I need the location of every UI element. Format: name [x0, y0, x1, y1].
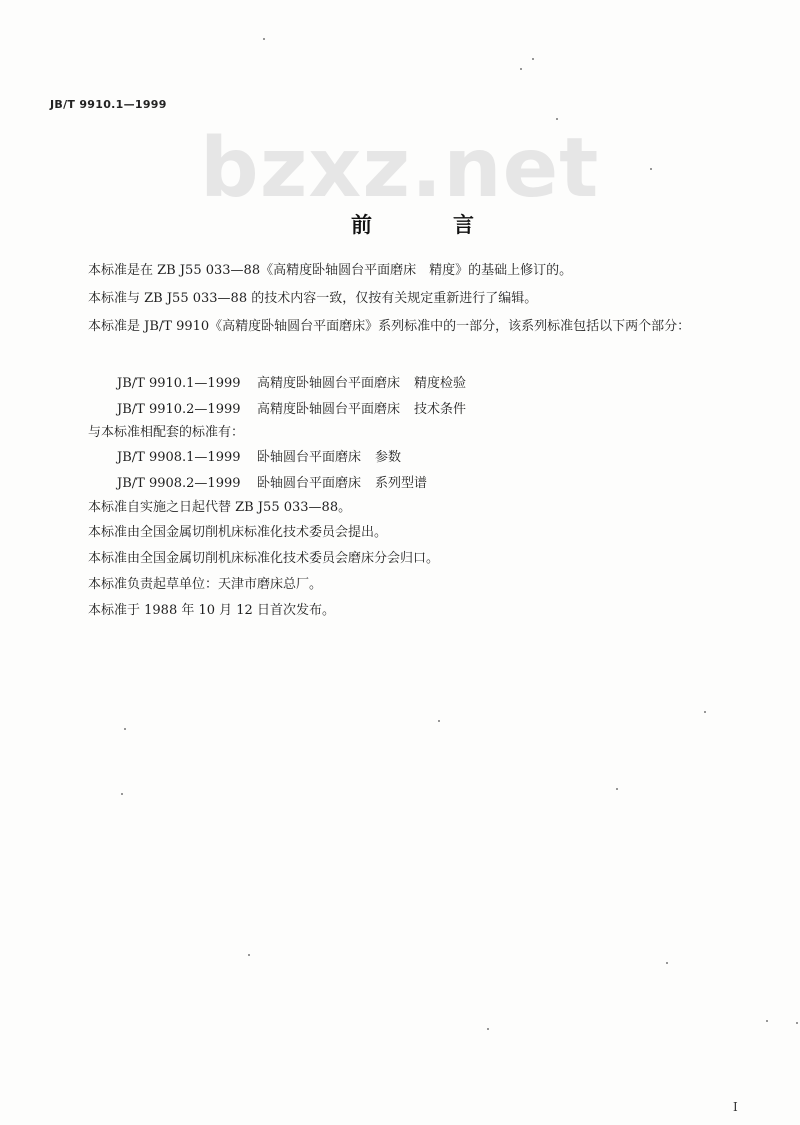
related-standard-code: JB/T 9908.1—1999 — [117, 450, 241, 465]
related-intro: 与本标准相配套的标准有： — [88, 425, 245, 440]
related-standard-subtitle: 系列型谱 — [375, 476, 428, 491]
closing-paragraph-3: 本标准由全国金属切削机床标准化技术委员会磨床分会归口。 — [88, 551, 440, 566]
scan-speck — [704, 711, 706, 713]
closing-paragraph-1: 本标准自实施之日起代替 ZB J55 033—88。 — [88, 500, 352, 515]
page-title: 前 言 — [351, 212, 504, 237]
scan-speck — [263, 38, 265, 40]
series-part-code: JB/T 9910.1—1999 — [117, 376, 241, 391]
standard-code: JB/T 9910.1—1999 — [50, 98, 167, 111]
page-number: I — [733, 1100, 738, 1114]
scan-speck — [796, 1022, 798, 1024]
series-part-1 — [117, 372, 466, 391]
related-standard-2 — [117, 472, 427, 491]
related-standard-title: 卧轴圆台平面磨床 — [257, 450, 362, 465]
scan-speck — [532, 58, 534, 60]
paragraph-2: 本标准与 ZB J55 033—88 的技术内容一致，仅按有关规定重新进行了编辑。 — [88, 291, 538, 306]
scan-speck — [248, 954, 250, 956]
series-part-2 — [117, 398, 466, 417]
related-standard-subtitle: 参数 — [375, 450, 402, 465]
paragraph-3: 本标准是 JB/T 9910《高精度卧轴圆台平面磨床》系列标准中的一部分，该系列标准包括以下两个部分： — [88, 319, 691, 334]
scan-speck — [520, 68, 522, 70]
paragraph-1: 本标准是在 ZB J55 033—88《高精度卧轴圆台平面磨床 精度》的基础上修订的。 — [88, 263, 573, 278]
series-part-title: 高精度卧轴圆台平面磨床 — [257, 376, 401, 391]
scan-speck — [766, 1020, 768, 1022]
scan-speck — [487, 1028, 489, 1030]
closing-paragraph-2: 本标准由全国金属切削机床标准化技术委员会提出。 — [88, 525, 388, 540]
scan-speck — [556, 118, 558, 120]
series-part-subtitle: 技术条件 — [414, 402, 467, 417]
series-part-code: JB/T 9910.2—1999 — [117, 402, 241, 417]
scan-speck — [121, 793, 123, 795]
related-standard-title: 卧轴圆台平面磨床 — [257, 476, 362, 491]
series-part-title: 高精度卧轴圆台平面磨床 — [257, 402, 401, 417]
closing-paragraph-5: 本标准于 1988 年 10 月 12 日首次发布。 — [88, 603, 335, 618]
scan-speck — [438, 720, 440, 722]
closing-paragraph-4: 本标准负责起草单位：天津市磨床总厂。 — [88, 577, 323, 592]
watermark: bzxz.net — [200, 121, 600, 216]
scan-speck — [666, 962, 668, 964]
series-part-subtitle: 精度检验 — [414, 376, 467, 391]
scan-speck — [124, 728, 126, 730]
related-standard-code: JB/T 9908.2—1999 — [117, 476, 241, 491]
scan-speck — [650, 168, 652, 170]
scan-speck — [616, 788, 618, 790]
related-standard-1 — [117, 446, 401, 465]
